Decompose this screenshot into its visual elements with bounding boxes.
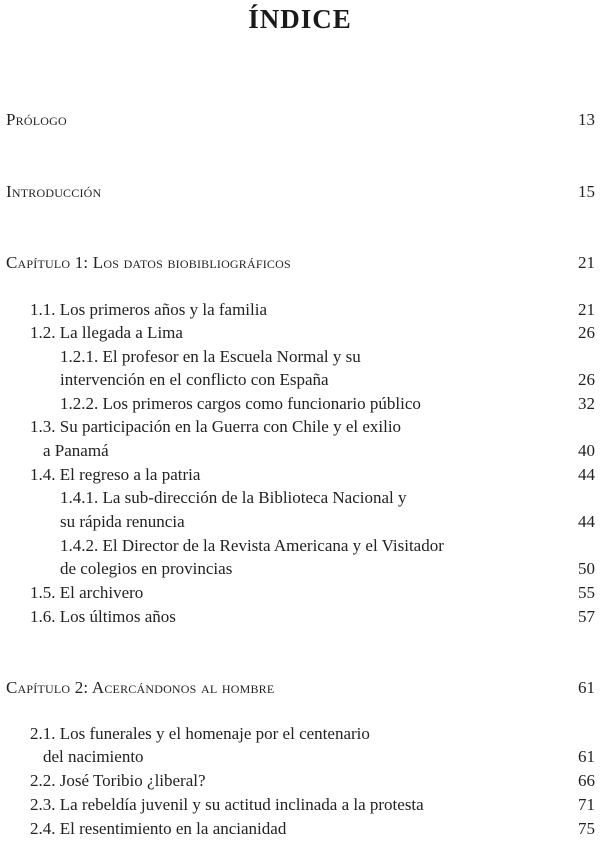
toc-page-number: 26 xyxy=(578,323,595,342)
toc-entry-label: Capítulo 2: Acercándonos al hombre xyxy=(6,678,275,697)
toc-entry-prologo[interactable] xyxy=(0,109,600,131)
toc-page-number: 21 xyxy=(578,300,595,319)
toc-entry-1-4-2-cont[interactable] xyxy=(0,558,600,580)
toc-page-number: 44 xyxy=(578,465,595,484)
toc-entry-introduccion[interactable] xyxy=(0,181,600,203)
toc-entry-1-3[interactable] xyxy=(0,416,600,438)
toc-page-number: 50 xyxy=(578,559,595,578)
toc-entry-label: 2.3. La rebeldía juvenil y su actitud inclinada a la protesta xyxy=(30,795,424,814)
toc-entry-1-4[interactable] xyxy=(0,464,600,486)
toc-entry-label: del nacimiento xyxy=(43,747,144,766)
toc-page-number: 75 xyxy=(578,819,595,838)
page-title: ÍNDICE xyxy=(248,4,352,34)
toc-entry-1-4-1-cont[interactable] xyxy=(0,511,600,533)
toc-entry-label: 1.2.1. El profesor en la Escuela Normal y su xyxy=(60,347,361,366)
toc-entry-label: 1.6. Los últimos años xyxy=(30,607,176,626)
toc-entry-label: a Panamá xyxy=(43,441,109,460)
toc-entry-2-4[interactable] xyxy=(0,818,600,840)
toc-entry-2-1[interactable] xyxy=(0,723,600,745)
toc-entry-label: intervención en el conflicto con España xyxy=(60,370,329,389)
toc-page-number: 40 xyxy=(578,441,595,460)
toc-entry-2-1-cont[interactable] xyxy=(0,746,600,768)
toc-entry-label: 1.1. Los primeros años y la familia xyxy=(30,300,268,319)
toc-entry-2-2[interactable] xyxy=(0,770,600,792)
toc-page-number: 61 xyxy=(578,747,595,766)
toc-page-number: 66 xyxy=(578,771,595,790)
toc-entry-label: de colegios en provincias xyxy=(60,559,233,578)
toc-entry-label: 1.4. El regreso a la patria xyxy=(30,465,201,484)
toc-page-number: 55 xyxy=(578,583,595,602)
toc-entry-label: 1.4.2. El Director de la Revista Americana y el Visitador xyxy=(60,536,444,555)
toc-entry-label: Introducción xyxy=(6,182,102,201)
toc-entry-label: 1.5. El archivero xyxy=(30,583,144,602)
toc-entry-1-2-1[interactable] xyxy=(0,346,600,368)
toc-page-number: 21 xyxy=(578,253,595,272)
toc-page-number: 26 xyxy=(578,370,595,389)
toc-entry-1-1[interactable] xyxy=(0,299,600,321)
toc-page-number: 61 xyxy=(578,678,595,697)
toc-entry-label: Prólogo xyxy=(6,110,67,129)
toc-entry-1-5[interactable] xyxy=(0,582,600,604)
toc-page-number: 32 xyxy=(578,394,595,413)
toc-entry-label: 1.2. La llegada a Lima xyxy=(30,323,183,342)
toc-entry-label: 1.3. Su participación en la Guerra con Chile y el exilio xyxy=(30,417,402,436)
toc-page-number: 44 xyxy=(578,512,595,531)
toc-entry-1-2-2[interactable] xyxy=(0,393,600,415)
toc-entry-label: 1.2.2. Los primeros cargos como funcionario público xyxy=(60,394,421,413)
toc-page-number: 57 xyxy=(578,607,595,626)
toc-entry-1-6[interactable] xyxy=(0,606,600,628)
toc-page-number: 71 xyxy=(578,795,595,814)
toc-entry-2-3[interactable] xyxy=(0,794,600,816)
toc-entry-label: 1.4.1. La sub-dirección de la Biblioteca Nacional y xyxy=(60,488,407,507)
toc-entry-label: 2.4. El resentimiento en la ancianidad xyxy=(30,819,287,838)
toc-entry-label: 2.1. Los funerales y el homenaje por el centenario xyxy=(30,724,370,743)
toc-entry-1-2[interactable] xyxy=(0,322,600,344)
toc-entry-label: Capítulo 1: Los datos biobibliográficos xyxy=(6,253,291,272)
toc-page-number: 15 xyxy=(578,182,595,201)
toc-entry-label: su rápida renuncia xyxy=(60,512,185,531)
toc-entry-chapter-1[interactable] xyxy=(0,252,600,274)
toc-entry-1-3-cont[interactable] xyxy=(0,440,600,462)
toc-entry-1-4-2[interactable] xyxy=(0,535,600,557)
toc-entry-1-4-1[interactable] xyxy=(0,487,600,509)
toc-entry-1-2-1-cont[interactable] xyxy=(0,369,600,391)
toc-entry-label: 2.2. José Toribio ¿liberal? xyxy=(30,771,206,790)
toc-page-number: 13 xyxy=(578,110,595,129)
toc-entry-chapter-2[interactable] xyxy=(0,677,600,699)
